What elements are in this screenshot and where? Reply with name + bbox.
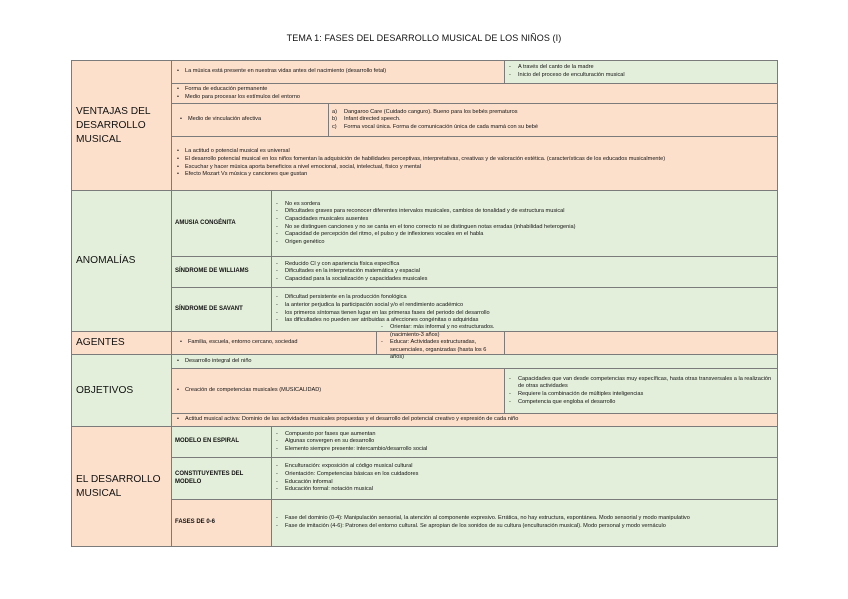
anomalia-points: - Reducido CI y con apariencia física específica - Dificultades en la interpretación matemática y espacial - Capacidad para la socialización y capacidades musicales <box>272 257 778 288</box>
desarrollo-name: FASES DE 0-6 <box>172 500 272 547</box>
anomalia-name: SÍNDROME DE SAVANT <box>172 288 272 332</box>
desarrollo-points: - Enculturación: exposición al código musical cultural - Orientación: Competencias básicas en los cuidadores - Educación informal - Educación formal: notación musical <box>272 458 778 500</box>
agentes-right: - Orientar: más informal y no estructurados. (nacimiento-3 años) - Educar: Actividades estructuradas, secuenciales, organizadas (hasta los 6 años) <box>376 332 504 354</box>
anomalia-points: - Dificultad persistente en la producción fonológica - la anterior perjudica la participación social y/o el rendimiento académico - los primeros síntomas tienen lugar en las primeras fases del periodo del desarrollo - las dificultades no pueden ser atribuidas a afecciones congénitas o adquiridas <box>272 288 778 332</box>
ventajas-row2: • Forma de educación permanente • Medio para procesar los estímulos del entorno <box>172 84 778 104</box>
agentes-label: AGENTES <box>72 332 172 355</box>
anomalia-name: SÍNDROME DE WILLIAMS <box>172 257 272 288</box>
anomalia-name: AMUSIA CONGÉNITA <box>172 191 272 257</box>
ventajas-row3-right: a) Dangaroo Care (Cuidado canguro). Bueno para los bebés prematuros b) Infant directed speech. c) Forma vocal única. Forma de comunicación única de cada mamá con su bebé <box>328 104 777 136</box>
desarrollo-name: CONSTITUYENTES DEL MODELO <box>172 458 272 500</box>
agentes-left: • Familia, escuela, entorno cercano, sociedad <box>172 332 376 354</box>
anomalia-points: - No es sordera - Dificultades graves para reconocer diferentes intervalos musicales, cambios de tonalidad y de estructura musical - Capacidades musicales ausentes - No se distinguen canciones y no se canta en el tono correcto ni se distinguen notas erradas (inhabilidad heterogenia) - Capacidad de percepción del ritmo, el pulso y de inflexiones vocales en el habla - Origen genético <box>272 191 778 257</box>
agentes-right-cont <box>505 332 778 355</box>
objetivos-row1: • Desarrollo integral del niño <box>172 355 778 369</box>
objetivos-row3: • Actitud musical activa: Dominio de las actividades musicales propuestas y el desarrollo del potencial creativo y expresión de cada niño <box>172 414 778 427</box>
objetivos-row2-right: - Capacidades que van desde competencias muy específicas, hasta otras transversales a la realización de otras actividades - Requiere la combinación de múltiples inteligencias - Competencia que engloba el desarrollo <box>505 369 778 414</box>
ventajas-row3 <box>172 104 778 137</box>
ventajas-label: VENTAJAS DEL DESARROLLO MUSICAL <box>72 61 172 191</box>
desarrollo-name: MODELO EN ESPIRAL <box>172 427 272 458</box>
ventajas-row3-left: • Medio de vinculación afectiva <box>172 104 328 136</box>
page-title: TEMA 1: FASES DEL DESARROLLO MUSICAL DE LOS NIÑOS (I) <box>286 33 562 43</box>
ventajas-row1-left: • La música está presente en nuestras vidas antes del nacimiento (desarrollo fetal) <box>172 61 505 84</box>
objetivos-row2-left: • Creación de competencias musicales (MUSICALIDAD) <box>172 369 505 414</box>
ventajas-row4: • La actitud o potencial musical es universal • El desarrollo potencial musical en los niños fomentan la adquisición de habilidades perceptivas, interpretativas, creativas y de valoración estética. (características de los educados musicalmente) • Escuchar y hacer música aporta beneficios a nivel emocional, social, intelectual, físico y mental • Efecto Mozart Vs música y canciones que gustan <box>172 137 778 191</box>
objetivos-label: OBJETIVOS <box>72 355 172 427</box>
anomalias-label: ANOMALÍAS <box>72 191 172 332</box>
summary-table <box>71 60 778 547</box>
desarrollo-points: - Compuesto por fases que aumentan - Algunas convergen en su desarrollo - Elemento siempre presente: intercambio/desarrollo social <box>272 427 778 458</box>
desarrollo-label: EL DESARROLLO MUSICAL <box>72 427 172 547</box>
desarrollo-points: - Fase del dominio (0-4): Manipulación sensorial, la atención al componente expresivo. Errática, no hay estructura, espontánea. Modo sensorial y modo manipulativo - Fase de imitación (4-6): Patrones del entorno cultural. Se apropian de los sonidos de su cultura (enculturación musical). Modo personal y modo vernáculo <box>272 500 778 547</box>
ventajas-row1-right: - A través del canto de la madre - Inicio del proceso de enculturación musical <box>505 61 778 84</box>
